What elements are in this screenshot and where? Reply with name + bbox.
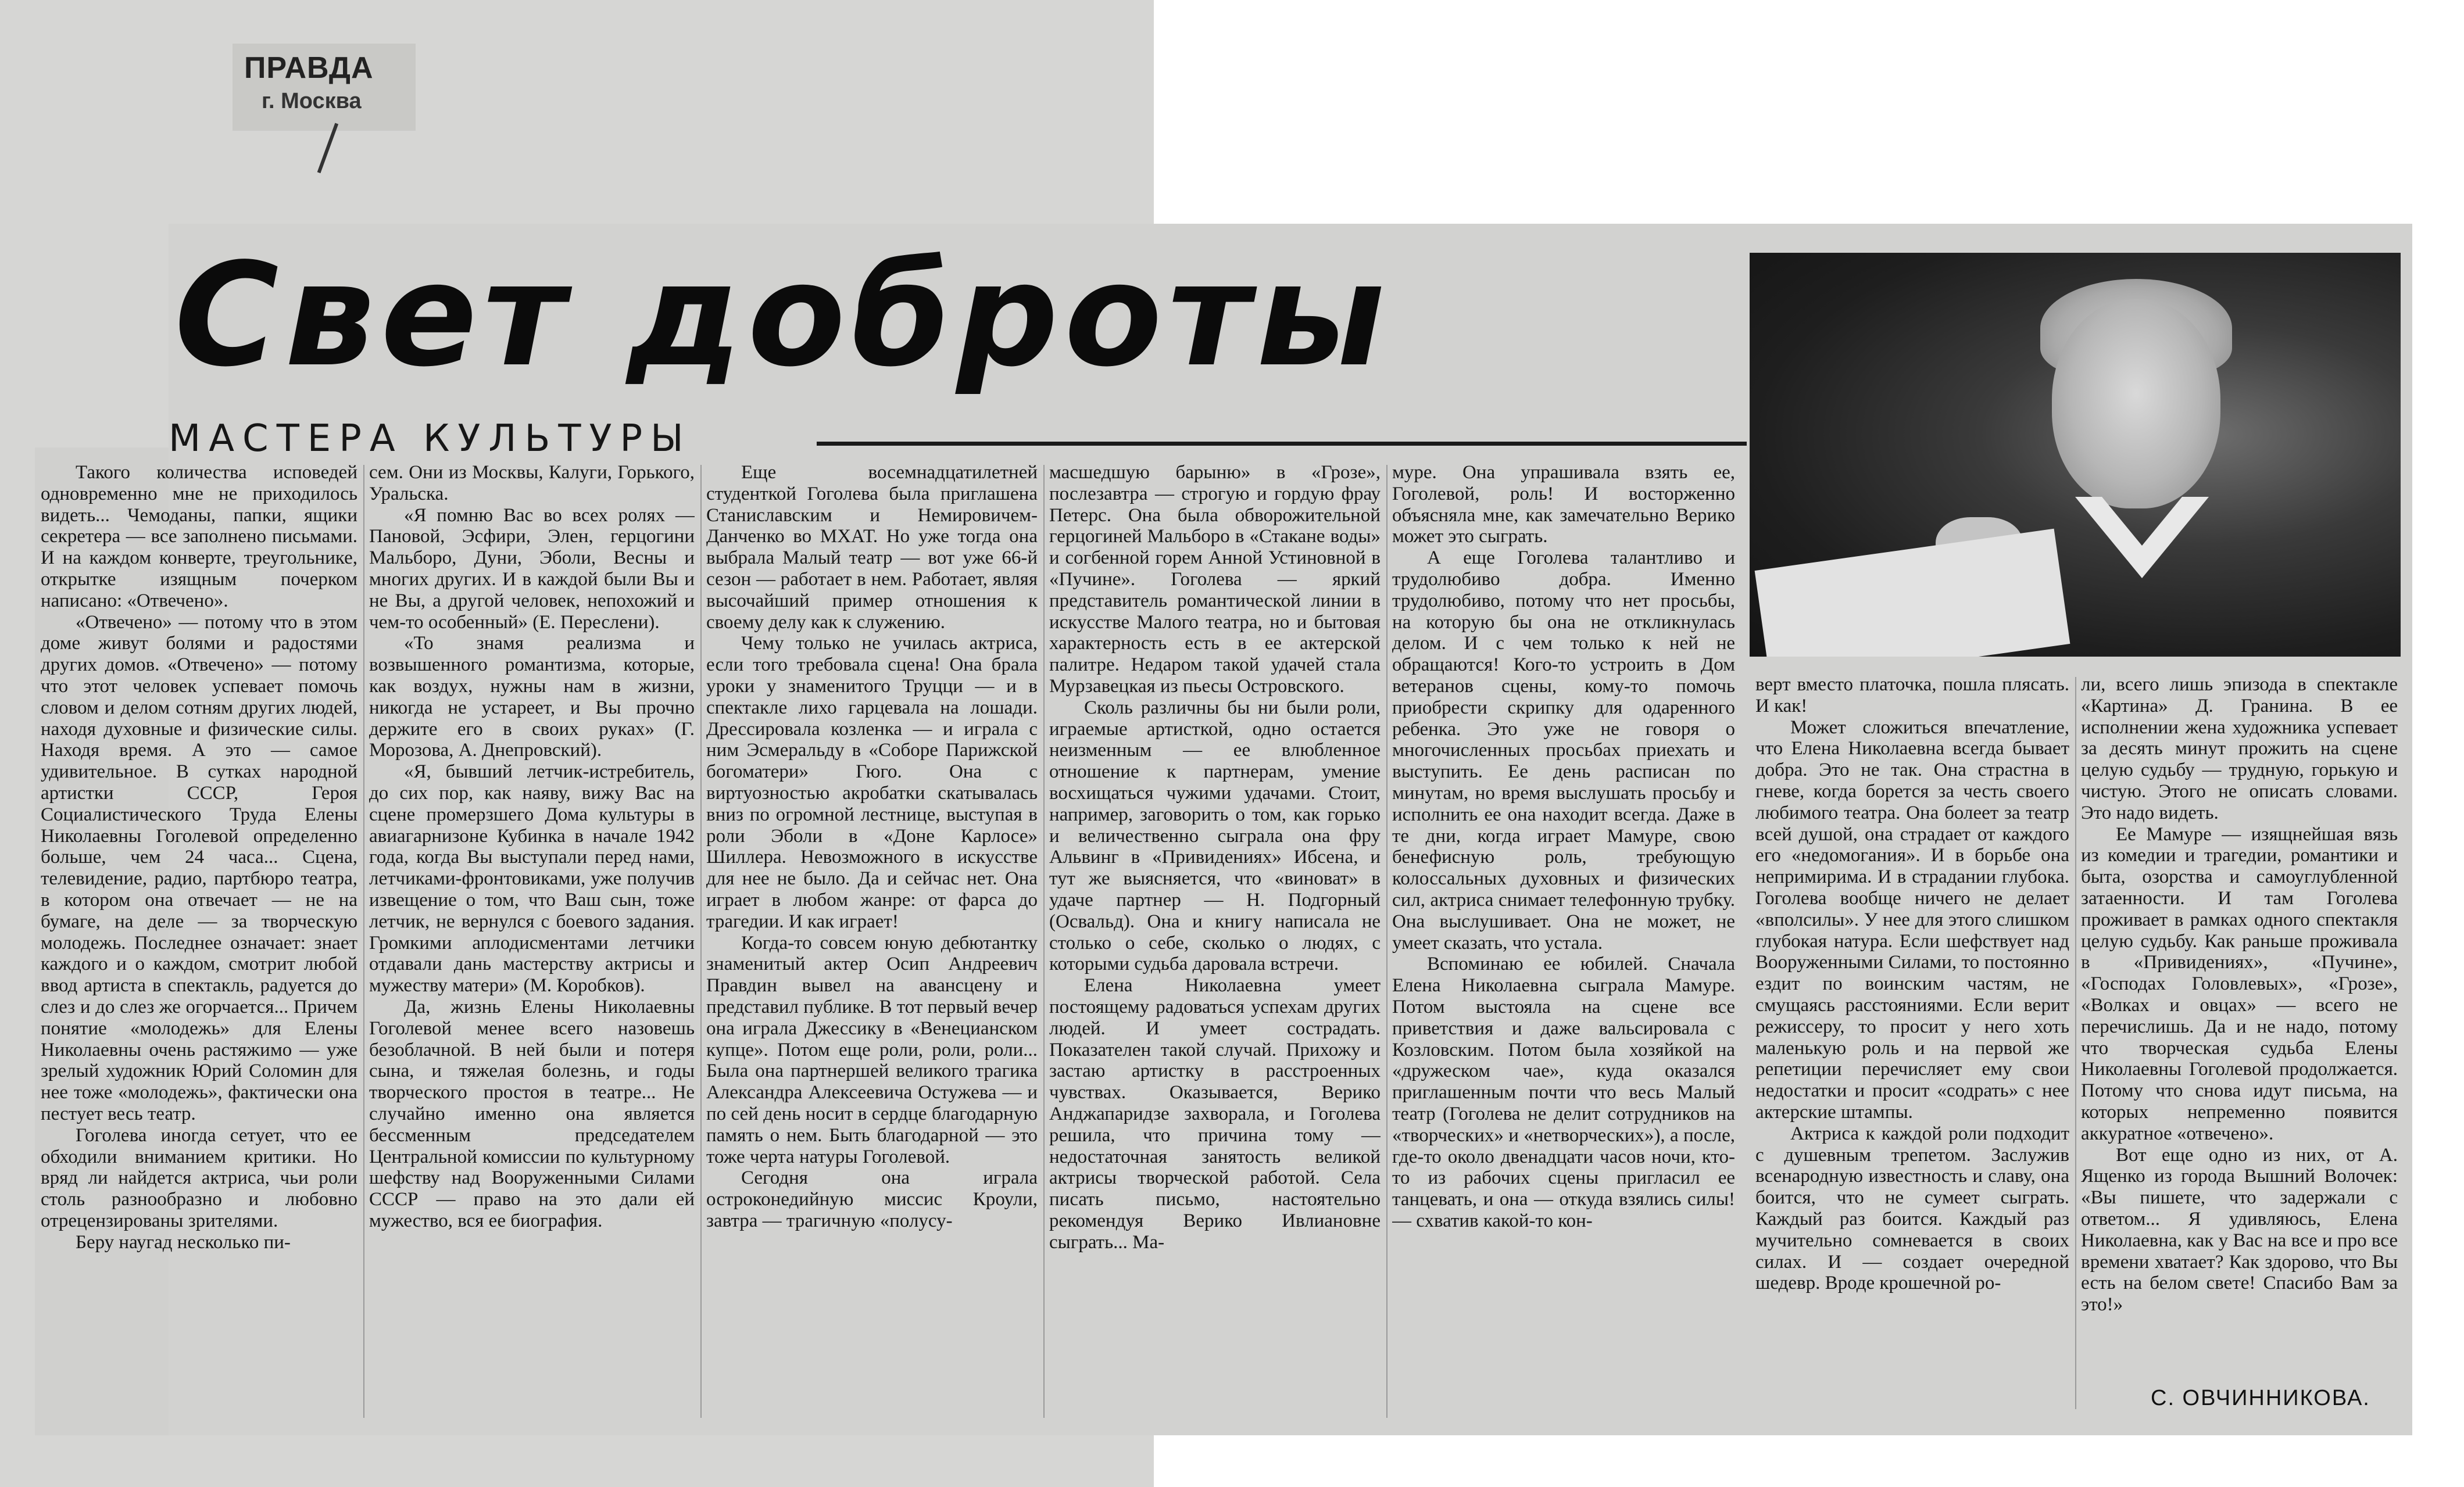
article-column-2 [369,462,695,1418]
article-column-6 [1755,674,2069,1412]
article-column-1 [41,462,357,1418]
paragraph: «То знамя реализма и возвышенного романтизма, которые, как воздух, нужны нам в жизни, никогда не устареет, и Вы прочно держите его в своих руках» (Г. Морозова, А. Днепровский). [369,633,695,761]
paragraph: Чему только не училась актриса, если того требовала сцена! Она брала уроки у знаменитого Труцци — и в спектакле лихо гарцевала на лошади. Дрессировала козленка — и играла с ним Эсмеральду в «Соборе Парижской богоматери» Гюго. Она с виртуозностью акробатки скатывалась вниз по огромной лестнице, выступая в роли Эболи в «Доне Карлосе» Шиллера. Невозможного в искусстве для нее не было. Да и сейчас нет. Она играет в любом жанре: от фарса до трагедии. И как играет! [706,633,1038,932]
article-rubric: МАСТЕРА КУЛЬТУРЫ [169,417,692,460]
newspaper-city: г. Москва [262,89,362,113]
column-divider [363,465,364,1418]
paragraph: Гоголева иногда сетует, что ее обходили вниманием критики. Но вряд ли найдется актриса, чьи роли столь разнообразно и любовно отрецензированы зрителями. [41,1124,357,1231]
article-column-3 [706,462,1038,1418]
paragraph: «Я, бывший летчик-истребитель, до сих пор, как наяву, вижу Вас на сцене промерзшего Дома культуры в авиагарнизоне Кубинка в начале 1942 года, когда Вы выступали перед нами, летчиками-фронтовиками, уже получив извещение о том, что Ваш сын, тоже летчик, не вернулся с боевого задания. Громкими аплодисментами летчики отдавали дань мастерству актрисы и мужеству матери» (М. Коробков). [369,761,695,997]
paragraph: Еще восемнадцатилетней студенткой Гоголева была приглашена Станиславским и Немировичем-Данченко во МХАТ. Но уже тогда она выбрала Малый театр — вот уже 66-й сезон — работает в нем. Работает, являя высочайший пример отношения к своему делу как к служению. [706,462,1038,633]
paragraph: масшедшую барыню» в «Грозе», послезавтра — строгую и гордую фрау Петерс. Она была обворожительной герцогиней Мальборо в «Стакане воды» и согбенной горем Анной Устиновной в «Пучине». Гоголева — яркий представитель романтической линии в искусстве Малого театра, но и бытовая характерность есть в ее актерской палитре. Недаром такой удачей стала Мурзавецкая из пьесы Островского. [1049,462,1381,697]
paragraph: А еще Гоголева талантливо и трудолюбиво добра. Именно трудолюбиво, потому что нет просьбы, на которую бы она не откликнулась делом. И с чем только к ней не обращаются! Кого-то устроить в Дом ветеранов сцены, кому-то помочь приобрести скрипку для одаренного ребенка. Это уже не говоря о многочисленных просьбах приехать и выступить. Ее день расписан по минутам, но время выслушать просьбу и исполнить ее она находит всегда. Даже в те дни, когда играет Мамуре, свою бенефисную роль, требующую колоссальных духовных и физических сил, актриса снимает телефонную трубку. Она выслушивает. Она не может, не умеет сказать, что устала. [1392,547,1735,954]
portrait-photo [1750,253,2401,657]
paragraph: Да, жизнь Елены Николаевны Гоголевой менее всего назовешь безоблачной. В ней были и потеря сына, и тяжелая болезнь, и годы творческого простоя в театре... Не случайно именно она является бессменным председателем Центральной комиссии по культурному шефству над Вооруженными Силами СССР — право на это дали ей мужество, вся ее биография. [369,996,695,1231]
paragraph: Ее Мамуре — изящнейшая вязь из комедии и трагедии, романтики и быта, озорства и самоуглубленной затаенности. И там Гоголева проживает в рамках одного спектакля целую судьбу. Как раньше проживала в «Привидениях», «Пучине», «Господах Головлевых», «Грозе», «Волках и овцах» — всего не перечислишь. Да и не надо, потому что творческая судьба Елены Николаевны Гоголевой продолжается. Потому что снова идут письма, на которых непременно появится аккуратное «отвечено». [2081,823,2398,1144]
article-column-4 [1049,462,1381,1418]
column-divider [700,465,702,1418]
paragraph: Сегодня она играла остроконедийную миссис Кроули, завтра — трагичную «полусу- [706,1167,1038,1231]
paragraph: мурe. Она упрашивала взять ее, Гоголевой, роль! И восторженно объясняла мне, как замечательно Верико может это сыграть. [1392,462,1735,547]
column-divider [1386,465,1387,1418]
paragraph: Беру наугад несколько пи- [76,1231,291,1253]
newspaper-source-label [233,44,416,131]
paragraph: сем. Они из Москвы, Калуги, Горького, Уральска. [369,462,695,504]
paragraph: Может сложиться впечатление, что Елена Николаевна всегда бывает добра. Это не так. Она страстна в гневе, когда борется за честь своего любимого театра. Она болеет за театр всей душой, она страдает от каждого его «недомогания». И в борьбе она непримирима. И в страдании глубока. Гоголева вообще ничего не делает «вполсилы». У нее для этого слишком глубокая натура. Если шефствует над Вооруженными Силами, то постоянно ездит по воинским частям, не смущаясь расстояниями. Если верит режиссеру, то просит у него хоть маленькую роль и на первой же репетиции перечисляет ему свои недостатки и просит «содрать» с нее актерские штампы. [1755,716,2069,1123]
rubric-rule [817,442,1747,446]
article-headline: Свет доброты [174,232,1391,398]
paragraph: Вот еще одно из них, от А. Ященко из города Вышний Волочек: «Вы пишете, что задержали с ответом... Я удивляюсь, Елена Николаевна, как у Вас на все и про все времени хватает? Как здорово, что Вы есть на белом свете! Спасибо Вам за это!» [2081,1144,2398,1316]
column-divider [1043,465,1045,1418]
paragraph: верт вместо платочка, пошла плясать. И как! [1755,674,2069,716]
photo-collar [2075,497,2209,578]
paragraph: ли, всего лишь эпизода в спектакле «Картина» Д. Гранина. В ее исполнении жена художника успевает за десять минут прожить на сцене целую судьбу — трудную, горькую и чистую. Этого не описать словами. Это надо видеть. [2081,674,2398,823]
photo-face [2052,299,2220,508]
paragraph: Когда-то совсем юную дебютантку знаменитый актер Осип Андреевич Правдин вывел на авансцену и представил публике. В тот первый вечер она играла Джессику в «Венецианском купце». Потом еще роли, роли, роли... Была она партнершей великого трагика Александра Алексеевича Остужева — и по сей день носит в сердце благодарную память о нем. Быть благодарной — это тоже черта натуры Гоголевой. [706,932,1038,1167]
paragraph: Такого количества исповедей одновременно мне не приходилось видеть... Чемоданы, папки, ящики секретера — все заполнено письмами. И на каждом конверте, треугольнике, открытке изящным почерком написано: «Отвечено». [41,462,357,611]
author-signature: С. ОВЧИННИКОВА. [2151,1386,2370,1410]
article-column-7 [2081,674,2398,1400]
newspaper-name: ПРАВДА [244,51,374,85]
photo-paper [1755,529,2070,657]
paragraph: Актриса к каждой роли подходит с душевным трепетом. Заслужив всенародную известность и славу, она боится, что не сумеет сыграть. Каждый раз боится. Каждый раз мучительно сомневается в своих силах. И — создает очередной шедевр. Вроде крошечной ро- [1755,1123,2069,1294]
paragraph: Елена Николаевна умеет постоящему радоваться успехам других людей. И умеет сострадать. Показателен такой случай. Прихожу и застаю артистку в расстроенных чувствах. Оказывается, Верико Анджапаридзе захворала, и Гоголева решила, что причина тому — недостаточная занятость великой актрисы творческой работой. Села писать письмо, настоятельно рекомендуя Верико Ивлиановне сыграть... Ма- [1049,975,1381,1253]
paragraph: «Отвечено» — потому что в этом доме живут болями и радостями других домов. «Отвечено» — потому что этот человек успевает помочь словом и делом сотням других людей, находя духовные и физические силы. Находя время. А это — самое удивительное. В сутках народной артистки СССР, Героя Социалистического Труда Елены Николаевны Гоголевой определенно больше, чем 24 часа... Сцена, телевидение, радио, партбюро театра, в котором она отвечает — не на бумаге, на деле — за творческую молодежь. Последнее означает: знает каждого и о каждом, смотрит любой ввод артиста в спектакль, радуется до слез и до слез же огорчается... Причем понятие «молодежь» для Елены Николаевны очень растяжимо — уже зрелый художник Юрий Соломин для нее тоже «молодежь», фактически она пестует весь театр. [41,611,357,1124]
article-column-5 [1392,462,1735,1418]
column-divider [2075,677,2076,1409]
paragraph: «Я помню Вас во всех ролях — Пановой, Эсфири, Элен, герцогини Мальборо, Дуни, Эболи, Весны и многих других. И в каждой были Вы и не Вы, а другой человек, непохожий и чем-то особенный» (Е. Переслени). [369,504,695,633]
paragraph: Сколь различны бы ни были роли, играемые артисткой, одно остается неизменным — ее влюбленное отношение к партнерам, умение восхищаться чужими удачами. Стоит, например, заговорить о том, как горько и величественно сыграла она фру Альвинг в «Привидениях» Ибсена, и тут же выясняется, что «виноват» в удаче партнер — Н. Подгорный (Освальд). Она и книгу написала не столько о себе, сколько о людях, с которыми судьба даровала встречи. [1049,697,1381,975]
paragraph: Вспоминаю ее юбилей. Сначала Елена Николаевна сыграла Мамуре. Потом выстояла на сцене все приветствия и даже вальсировала с Козловским. Потом была хозяйкой на «дружеском чае», куда оказался приглашенным почти что весь Малый театр (Гоголева не делит сотрудников на «творческих» и «нетворческих»), а после, где-то около двенадцати часов ночи, кто-то из рабочих сцены пригласил ее танцевать, и она — откуда взялись силы! — схватив какой-то кон- [1392,954,1735,1231]
